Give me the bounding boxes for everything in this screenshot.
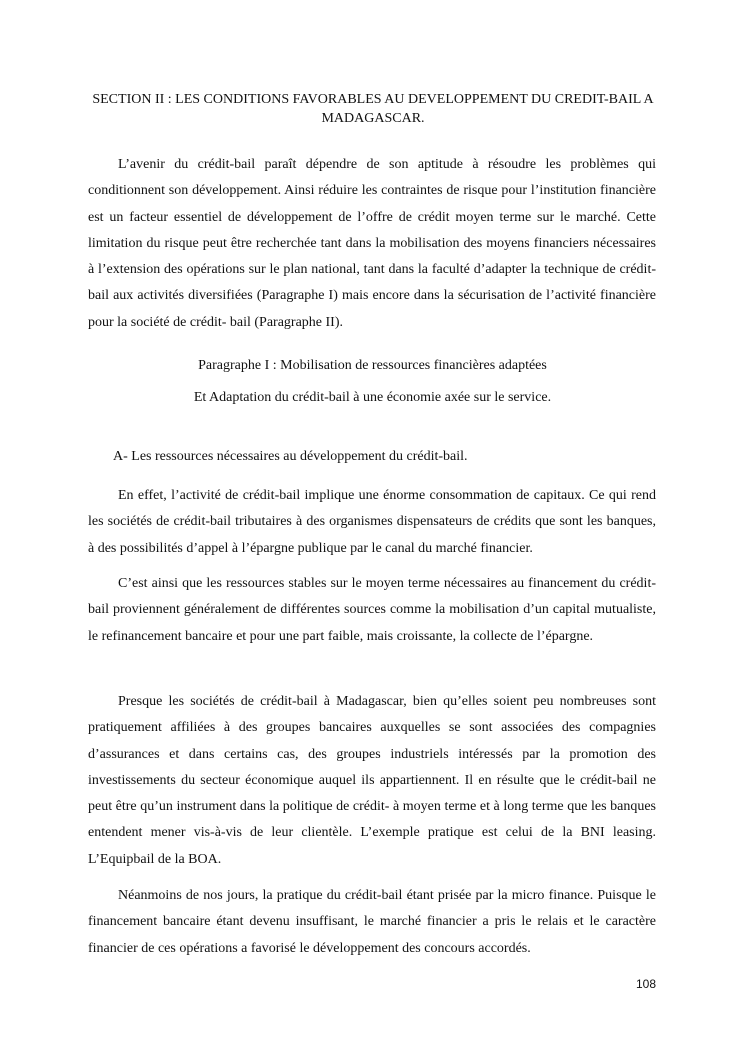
subheading-a: A- Les ressources nécessaires au développement du crédit-bail. xyxy=(113,449,468,464)
section-title: SECTION II : LES CONDITIONS FAVORABLES AU DEVELOPPEMENT DU CREDIT-BAIL A MADAGASCAR. xyxy=(92,92,654,126)
intro-paragraph: L’avenir du crédit-bail paraît dépendre de son aptitude à résoudre les problèmes qui conditionnent son développement. Ainsi réduire les contraintes de risque pour l’institution financière est un facteur essentiel de développement de l’offre de crédit moyen terme sur le marché. Cette limitation du risque peut être recherchée tant dans la mobilisation des moyens financiers nécessaires à l’extension des opérations sur le plan national, tant dans la faculté d’adapter la technique de crédit-bail aux activités diversifiées (Paragraphe I) mais encore dans la sécurisation de l’activité financière pour la société de crédit- bail (Paragraphe II). xyxy=(88,157,656,330)
body-paragraph-1: En effet, l’activité de crédit-bail implique une énorme consommation de capitaux. Ce qui rend les sociétés de crédit-bail tributaires à des organismes dispensateurs de crédits que sont les banques, à des possibilités d’appel à l’épargne publique par le canal du marché financier. xyxy=(88,488,656,556)
paragraph-heading-line-1: Paragraphe I : Mobilisation de ressources financières adaptées xyxy=(198,358,547,373)
body-paragraph-4: Néanmoins de nos jours, la pratique du crédit-bail étant prisée par la micro finance. Puisque le financement bancaire étant devenu insuffisant, le marché financier a pris le relais et le caractère financier de ces opérations a favorisé le développement des concours accordés. xyxy=(88,888,656,956)
body-paragraph-2: C’est ainsi que les ressources stables sur le moyen terme nécessaires au financement du crédit-bail proviennent généralement de différentes sources comme la mobilisation d’un capital mutualiste, le refinancement bancaire et pour une part faible, mais croissante, la collecte de l’épargne. xyxy=(88,576,656,644)
body-paragraph-3: Presque les sociétés de crédit-bail à Madagascar, bien qu’elles soient peu nombreuses sont pratiquement affiliées à des groupes bancaires auxquelles se sont associées des compagnies d’assurances et dans certains cas, des groupes industriels intéressés par la promotion des investissements du secteur économique auquel ils appartiennent. Il en résulte que le crédit-bail ne peut être qu’un instrument dans la politique de crédit- à moyen terme et à long terme que les banques entendent mener vis-à-vis de leur clientèle. L’exemple pratique est celui de la BNI leasing. L’Equipbail de la BOA. xyxy=(88,694,656,867)
page-number: 108 xyxy=(635,977,656,991)
paragraph-heading-line-2: Et Adaptation du crédit-bail à une économie axée sur le service. xyxy=(193,390,552,405)
